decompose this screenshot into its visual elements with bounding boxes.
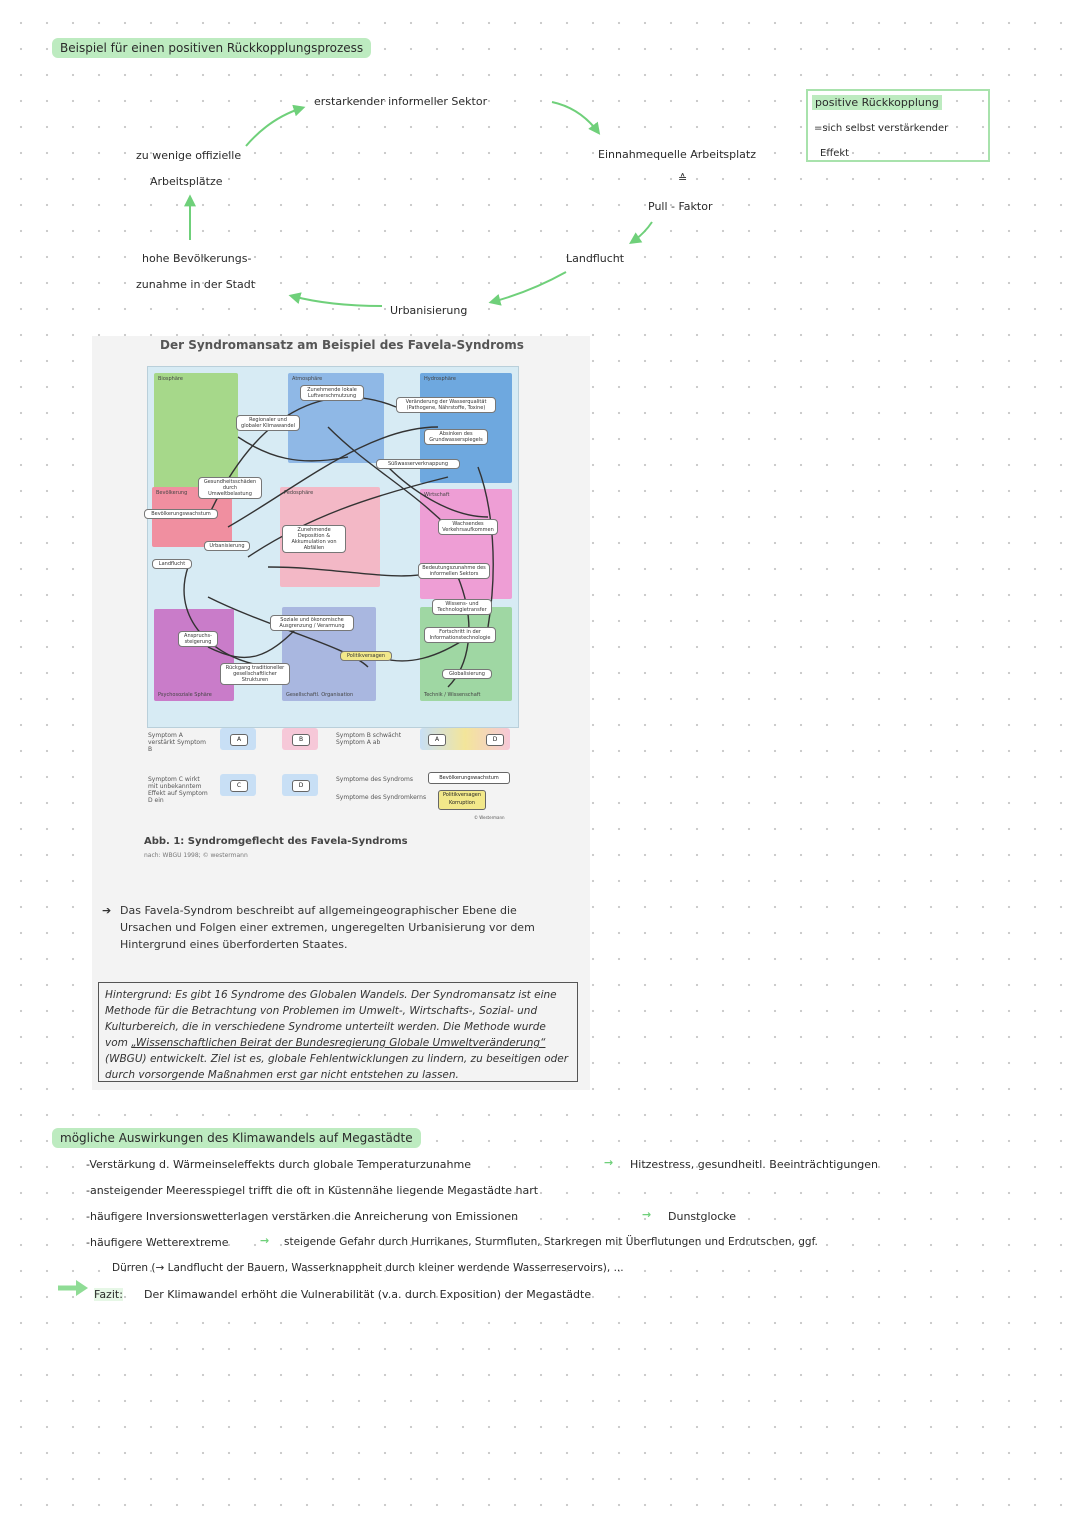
arrow-sector-to-income bbox=[552, 102, 598, 132]
background-text-a: Hintergrund: Es gibt 16 Syndrome des Globalen Wandels. Der Syndromansatz ist eine Methode für die Betrachtung von Problemen im Umwelt-, Wirtschafts-, Sozial- und Kulturbereich, die in verschiedene Syndrome unterteilt werden. Die Methode wurde vom bbox=[105, 989, 557, 1049]
legend-pill-policy: Politikversagen Korruption bbox=[438, 790, 486, 810]
node-aspirations: Anspruchs-steigerung bbox=[178, 631, 218, 647]
zone-society: Gesellschaftl. Organisation bbox=[282, 607, 376, 701]
fazit-arrow-icon bbox=[56, 1278, 90, 1298]
summary-body: Das Favela-Syndrom beschreibt auf allgemeingeographischer Ebene die Ursachen und Folgen einer extremen, ungeregelten Urbanisierung vor dem Hintergrund eines überforderten Staates. bbox=[120, 904, 535, 951]
node-population-growth: Bevölkerungswachstum bbox=[144, 509, 218, 519]
positive-feedback-line1: =sich selbst verstärkender bbox=[814, 123, 949, 134]
arrow-jobs-to-sector bbox=[246, 108, 302, 146]
page-heading: Beispiel für einen positiven Rückkopplungsprozess bbox=[52, 38, 371, 58]
cycle-node-pull: Pull - Faktor bbox=[648, 200, 713, 213]
climate-bullet-2: -ansteigender Meeresspiegel trifft die oft in Küstennähe liegende Megastädte hart bbox=[86, 1184, 539, 1197]
cycle-node-urban: Urbanisierung bbox=[390, 304, 468, 317]
fazit-text: Der Klimawandel erhöht die Vulnerabilität (v.a. durch Exposition) der Megastädte bbox=[144, 1288, 592, 1301]
legend-pill-population: Bevölkerungswachstum bbox=[428, 772, 510, 784]
positive-feedback-line2: Effekt bbox=[820, 148, 850, 159]
node-informal-sector: Bedeutungszunahme des informellen Sektors bbox=[418, 563, 490, 579]
node-exclusion-poverty: Soziale und ökonomische Ausgrenzung / Verarmung bbox=[270, 615, 354, 631]
background-text-b: (WBGU) entwickelt. Ziel ist es, globale Fehlentwicklungen zu lindern, zu beseitigen oder durch vorsorgende Maßnahmen erst gar nicht entstehen zu lassen. bbox=[105, 1053, 569, 1081]
cycle-node-pop-line1: hohe Bevölkerungs- bbox=[142, 252, 252, 265]
zone-atmosphere: Atmosphäre bbox=[288, 373, 384, 463]
climate-bullet-3: -häufigere Inversionswetterlagen verstärken die Anreicherung von Emissionen bbox=[86, 1210, 519, 1223]
positive-feedback-box bbox=[806, 89, 990, 162]
zone-tech: Technik / Wissenschaft bbox=[420, 607, 512, 701]
node-freshwater: Süßwasserverknappung bbox=[376, 459, 460, 469]
arrow-right-icon: → bbox=[604, 1156, 614, 1169]
positive-feedback-title: positive Rückkopplung bbox=[812, 95, 942, 110]
node-air-pollution: Zunehmende lokale Luftverschmutzung bbox=[300, 385, 364, 401]
node-policy-failure: Politikversagen bbox=[340, 651, 392, 661]
legend-pill-c: C bbox=[230, 780, 248, 792]
background-box bbox=[98, 982, 578, 1082]
node-urbanisation: Urbanisierung bbox=[204, 541, 250, 551]
node-water-quality: Veränderung der Wasserqualität (Pathogene, Nährstoffe, Toxine) bbox=[396, 397, 496, 413]
zone-biosphere: Biosphäre bbox=[154, 373, 238, 493]
climate-bullet-4-result: steigende Gefahr durch Hurrikanes, Sturmfluten, Starkregen mit Überflutungen und Erdrutschen, ggf. bbox=[284, 1236, 818, 1248]
cycle-node-equiv: ≙ bbox=[678, 172, 688, 185]
background-link: „Wissenschaftlichen Beirat der Bundesregierung Globale Umweltveränderung“ bbox=[131, 1037, 546, 1049]
node-climate-change: Regionaler und globaler Klimawandel bbox=[236, 415, 300, 431]
fazit-label: Fazit: bbox=[94, 1288, 123, 1301]
figure-caption: Abb. 1: Syndromgeflecht des Favela-Syndroms bbox=[144, 836, 408, 847]
climate-bullet-1: -Verstärkung d. Wärmeinseleffekts durch globale Temperaturzunahme bbox=[86, 1158, 471, 1171]
zone-economy: Wirtschaft bbox=[420, 489, 512, 599]
climate-bullet-4: -häufigere Wetterextreme bbox=[86, 1236, 229, 1249]
legend-pill-a1: A bbox=[230, 734, 248, 746]
node-traffic: Wachsendes Verkehrsaufkommen bbox=[438, 519, 498, 535]
node-knowledge-transfer: Wissens- und Technologietransfer bbox=[432, 599, 492, 615]
zone-population: Bevölkerung bbox=[152, 487, 232, 547]
summary-text bbox=[102, 902, 572, 953]
figure-source: nach: WBGU 1998; © westermann bbox=[144, 852, 248, 859]
arrow-flight-to-urban bbox=[492, 272, 566, 302]
legend-pill-a2: A bbox=[428, 734, 446, 746]
zone-psychosocial: Psychosoziale Sphäre bbox=[154, 609, 234, 701]
cycle-node-income: Einnahmequelle Arbeitsplatz bbox=[598, 148, 757, 161]
node-traditional-structures: Rückgang traditioneller gesellschaftlicher Strukturen bbox=[220, 663, 290, 685]
cycle-node-sector: erstarkender informeller Sektor bbox=[314, 95, 488, 108]
climate-bullet-5: Dürren (→ Landflucht der Bauern, Wasserknappheit durch kleiner werdende Wasserreservoirs), ... bbox=[112, 1262, 624, 1274]
legend-pill-d2: D bbox=[486, 734, 504, 746]
zone-hydrosphere: Hydrosphäre bbox=[420, 373, 512, 483]
printed-sheet bbox=[92, 336, 590, 1090]
node-rural-flight: Landflucht bbox=[152, 559, 192, 569]
arrow-right-icon: → bbox=[260, 1234, 270, 1247]
arrow-right-icon: → bbox=[642, 1208, 652, 1221]
cycle-node-flight: Landflucht bbox=[566, 252, 625, 265]
arrow-pull-to-flight bbox=[632, 222, 652, 242]
legend-pill-d: D bbox=[292, 780, 310, 792]
sheet-title: Der Syndromansatz am Beispiel des Favela-Syndroms bbox=[160, 338, 524, 352]
legend-syndrome: Symptome des Syndroms bbox=[336, 776, 413, 783]
legend-copyright: © Westermann bbox=[474, 815, 505, 820]
node-groundwater: Absinken des Grundwasserspiegels bbox=[424, 429, 488, 445]
node-waste: Zunehmende Deposition & Akkumulation von Abfällen bbox=[282, 525, 346, 553]
node-globalisation: Globalisierung bbox=[442, 669, 492, 679]
cycle-node-jobs-line2: Arbeitsplätze bbox=[150, 175, 223, 188]
legend-weakens: Symptom B schwächt Symptom A ab bbox=[336, 732, 402, 746]
climate-bullet-3-result: Dunstglocke bbox=[668, 1210, 737, 1223]
legend-pill-b1: B bbox=[292, 734, 310, 746]
climate-bullet-1-result: Hitzestress, gesundheitl. Beeinträchtigungen bbox=[630, 1158, 879, 1171]
cycle-node-jobs-line1: zu wenige offizielle bbox=[136, 149, 242, 162]
arrow-urban-to-pop bbox=[292, 296, 382, 306]
legend-reinforces: Symptom A verstärkt Symptom B bbox=[148, 732, 206, 753]
legend-unknown: Symptom C wirkt mit unbekanntem Effekt auf Symptom D ein bbox=[148, 776, 208, 804]
cycle-node-pop-line2: zunahme in der Stadt bbox=[136, 278, 256, 291]
syndrome-diagram bbox=[147, 366, 519, 728]
zone-pedosphere: Pedosphäre bbox=[280, 487, 380, 587]
node-health-damage: Gesundheitsschäden durch Umweltbelastung bbox=[198, 477, 262, 499]
summary-arrow-icon: ➔ bbox=[102, 904, 112, 917]
climate-heading: mögliche Auswirkungen des Klimawandels auf Megastädte bbox=[52, 1128, 421, 1148]
legend-core: Symptome des Syndromkerns bbox=[336, 794, 427, 801]
node-it-progress: Fortschritt in der Informationstechnologie bbox=[424, 627, 496, 643]
